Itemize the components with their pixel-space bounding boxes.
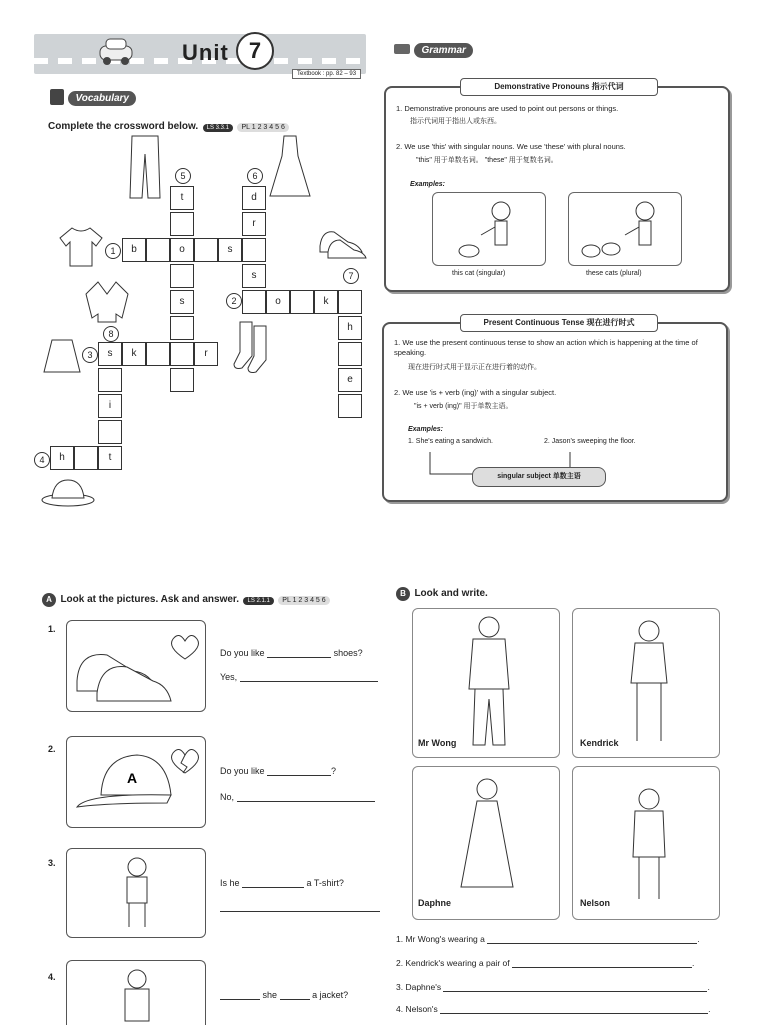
car-icon	[96, 34, 136, 68]
vocabulary-instruction-row	[48, 116, 289, 134]
boy-pointing-at-cats-icon	[569, 193, 681, 265]
panel-title: Present Continuous Tense 现在进行时式	[460, 314, 658, 332]
write-line[interactable]: 2. Kendrick's wearing a pair of .	[396, 958, 695, 968]
question-line: Do you like ?	[220, 766, 337, 776]
person-card	[412, 766, 560, 920]
section-b-instruction: Look and write.	[414, 588, 488, 599]
shoes-icon	[318, 222, 368, 260]
question-picture	[66, 736, 206, 828]
clue-number: 6	[247, 168, 263, 184]
rule-chinese: "is + verb (ing)" 用于单数主语。	[414, 403, 513, 410]
singular-subject-label: singular subject 单数主语	[472, 467, 606, 487]
crossword-cell[interactable]: t	[98, 446, 122, 470]
crossword-cell[interactable]: h	[338, 316, 362, 340]
crossword-cell[interactable]	[170, 368, 194, 392]
girl-in-dress-icon	[413, 767, 559, 919]
crossword-cell[interactable]	[170, 212, 194, 236]
textbook-reference: Textbook : pp. 82 – 93	[292, 69, 361, 79]
grammar-heading	[394, 40, 473, 58]
crossword-cell[interactable]: d	[242, 186, 266, 210]
crossword-cell[interactable]	[74, 446, 98, 470]
grammar-tag: Grammar	[414, 43, 472, 58]
answer-line[interactable]	[220, 902, 380, 912]
boy-in-t-shirt-icon	[67, 849, 205, 937]
clue-number: 4	[34, 452, 50, 468]
crossword-cell[interactable]: k	[314, 290, 338, 314]
pencil-icon	[394, 44, 410, 54]
section-a-letter-icon: A	[42, 593, 56, 607]
question-number: 4.	[48, 972, 56, 982]
person-name: Daphne	[418, 898, 452, 908]
question-line: she a jacket?	[220, 990, 348, 1000]
crossword-cell[interactable]: r	[194, 342, 218, 366]
rule-text: 1. We use the present continuous tense to show an action which is happening at the time of speaking.	[394, 338, 698, 357]
question-number: 1.	[48, 624, 56, 634]
svg-text:A: A	[127, 770, 138, 786]
ls-badge: LS 2.1.1	[243, 597, 273, 605]
crossword-cell[interactable]: i	[98, 394, 122, 418]
dress-icon	[268, 134, 312, 200]
example-sentence: 1. She's eating a sandwich.	[408, 438, 494, 445]
unit-title: Unit	[182, 40, 229, 65]
crossword-cell[interactable]	[242, 238, 266, 262]
example-sentence: 2. Jason's sweeping the floor.	[544, 438, 636, 445]
vocabulary-tag: Vocabulary	[68, 91, 136, 106]
crossword-cell[interactable]: o	[266, 290, 290, 314]
rule-text: 1. Demonstrative pronouns are used to point out persons or things.	[396, 104, 619, 113]
write-line[interactable]: 3. Daphne's .	[396, 982, 710, 992]
shoes-heart-icon	[67, 621, 205, 711]
crossword-cell[interactable]	[194, 238, 218, 262]
rule-chinese: 现在进行时式用于显示正在进行着的动作。	[408, 364, 541, 371]
socks-icon	[232, 320, 278, 376]
person-name: Mr Wong	[418, 738, 457, 748]
panel-title: Demonstrative Pronouns 指示代词	[460, 78, 658, 96]
crossword-cell[interactable]	[338, 394, 362, 418]
skirt-icon	[42, 336, 82, 376]
boy-with-glasses-icon	[573, 609, 719, 757]
crossword-cell[interactable]: s	[242, 264, 266, 288]
crossword-cell[interactable]	[146, 238, 170, 262]
boy-in-vest-icon	[573, 767, 719, 919]
crossword-cell[interactable]	[146, 342, 170, 366]
crossword-cell[interactable]	[338, 290, 362, 314]
section-b-heading	[396, 583, 488, 601]
person-card	[412, 608, 560, 758]
question-picture	[66, 848, 206, 938]
question-number: 3.	[48, 858, 56, 868]
clue-number: 2	[226, 293, 242, 309]
answer-line[interactable]: No,	[220, 792, 375, 802]
question-line: Do you like shoes?	[220, 648, 363, 658]
jacket-icon	[84, 278, 130, 324]
clue-number: 5	[175, 168, 191, 184]
crossword-cell[interactable]: r	[242, 212, 266, 236]
question-number: 2.	[48, 744, 56, 754]
crossword-cell[interactable]: e	[338, 368, 362, 392]
clue-number: 8	[103, 326, 119, 342]
rule-text: 2. We use 'this' with singular nouns. We use 'these' with plural nouns.	[396, 142, 626, 151]
rule-chinese: "this" 用于单数名词。 "these" 用于复数名词。	[416, 157, 558, 164]
crossword-cell[interactable]	[242, 290, 266, 314]
boy-pointing-at-cat-icon	[433, 193, 545, 265]
pl-badge: PL 1 2 3 4 5 6	[237, 123, 288, 132]
rule-chinese: 指示代词用于指出人或东西。	[410, 118, 501, 125]
trousers-icon	[128, 134, 162, 200]
girl-in-jacket-icon	[67, 961, 205, 1023]
clue-number: 7	[343, 268, 359, 284]
person-card	[572, 766, 720, 920]
crossword-cell[interactable]: t	[170, 186, 194, 210]
crossword-cell[interactable]	[170, 264, 194, 288]
example-caption: this cat (singular)	[452, 270, 506, 277]
crossword-cell[interactable]: o	[170, 238, 194, 262]
crossword-cell[interactable]	[290, 290, 314, 314]
hat-icon	[40, 478, 96, 508]
example-caption: these cats (plural)	[586, 270, 642, 277]
answer-line[interactable]: Yes,	[220, 672, 378, 682]
crossword-cell[interactable]: s	[98, 342, 122, 366]
vocabulary-instruction: Complete the crossword below.	[48, 121, 199, 132]
man-icon	[413, 609, 559, 757]
clue-number: 1	[105, 243, 121, 259]
rule-text: 2. We use 'is + verb (ing)' with a singular subject.	[394, 388, 557, 397]
example-picture	[432, 192, 546, 266]
ls-badge: LS 3.3.1	[203, 124, 233, 132]
vocabulary-heading	[50, 88, 136, 106]
crossword-cell[interactable]: s	[170, 290, 194, 314]
pl-badge: PL 1 2 3 4 5 6	[278, 596, 329, 605]
crossword-cell[interactable]: h	[50, 446, 74, 470]
crossword-cell[interactable]: b	[122, 238, 146, 262]
section-a-heading	[42, 589, 330, 607]
examples-label: Examples:	[410, 181, 446, 188]
t-shirt-icon	[58, 224, 104, 268]
examples-label: Examples:	[408, 426, 444, 433]
crossword-cell[interactable]	[170, 342, 194, 366]
crossword-cell[interactable]: s	[218, 238, 242, 262]
example-picture	[568, 192, 682, 266]
cap-broken-heart-icon	[67, 737, 205, 827]
question-picture	[66, 960, 206, 1025]
question-picture	[66, 620, 206, 712]
crossword-cell[interactable]	[98, 368, 122, 392]
person-card	[572, 608, 720, 758]
person-name: Nelson	[580, 898, 611, 908]
section-b-letter-icon: B	[396, 587, 410, 601]
crossword-cell[interactable]	[338, 342, 362, 366]
question-line: Is he a T-shirt?	[220, 878, 344, 888]
unit-number: 7	[236, 32, 274, 70]
clue-number: 3	[82, 347, 98, 363]
book-icon	[50, 89, 64, 105]
crossword-cell[interactable]	[170, 316, 194, 340]
section-a-instruction: Look at the pictures. Ask and answer.	[60, 594, 240, 605]
person-name: Kendrick	[580, 738, 619, 748]
write-line[interactable]: 1. Mr Wong's wearing a .	[396, 934, 700, 944]
crossword-cell[interactable]: k	[122, 342, 146, 366]
crossword-cell[interactable]	[98, 420, 122, 444]
write-line[interactable]: 4. Nelson's .	[396, 1004, 711, 1014]
